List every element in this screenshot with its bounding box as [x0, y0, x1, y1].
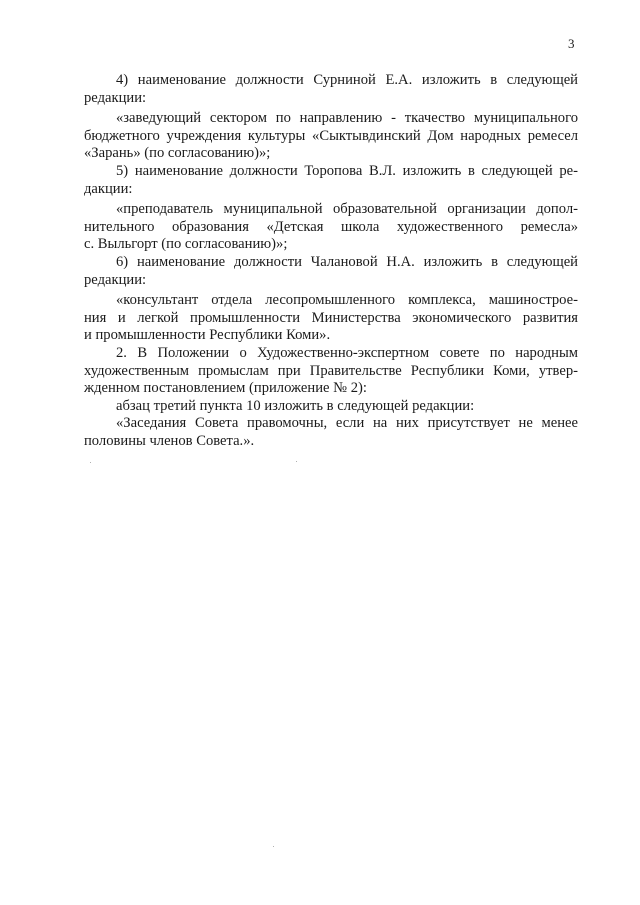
paragraph-new-title-surnina [84, 110, 578, 163]
text-line: ния и легкой промышленности Министерства экономического развития [84, 309, 578, 326]
text-line: половины членов Совета.». [84, 432, 255, 449]
text-line: «заведующий сектором по направлению - ткачество муниципального [116, 110, 578, 127]
scan-speck [296, 461, 297, 462]
text-line: 4) наименование должности Сурниной Е.А. изложить в следующей [116, 72, 578, 88]
text-line: «консультант отдела лесопромышленного комплекса, машинострое- [116, 292, 578, 309]
text-line: с. Выльгорт (по согласованию)»; [84, 236, 288, 253]
document-body [84, 72, 578, 450]
text-line: «Заседания Совета правомочны, если на них присутствует не менее [116, 415, 578, 432]
paragraph-section-2 [84, 345, 578, 398]
text-line: 5) наименование должности Торопова В.Л. изложить в следующей ре- [116, 162, 578, 179]
text-line: жденном постановлением (приложение № 2): [84, 380, 367, 397]
paragraph-item-4 [84, 72, 578, 107]
text-line: дакции: [84, 180, 133, 197]
text-line: 2. В Положении о Художественно-экспертном совете по народным [116, 344, 578, 361]
scan-speck [90, 462, 91, 463]
scan-speck [273, 846, 274, 847]
page-number: 3 [568, 36, 575, 51]
text-line: «Зарань» (по согласованию)»; [84, 145, 271, 162]
text-line: редакции: [84, 271, 147, 288]
text-line: 6) наименование должности Чалановой Н.А. изложить в следующей [116, 253, 578, 270]
paragraph-item-6 [84, 254, 578, 289]
text-line: бюджетного учреждения культуры «Сыктывдинский Дом народных ремесел [84, 127, 578, 144]
text-line: художественным промыслам при Правительстве Республики Коми, утвер- [84, 362, 578, 379]
paragraph-item-5 [84, 163, 578, 198]
text-line: редакции: [84, 89, 147, 106]
text-line: и промышленности Республики Коми». [84, 327, 331, 344]
text-line: «преподаватель муниципальной образовательной организации допол- [116, 201, 578, 218]
paragraph-new-title-toropov [84, 201, 578, 254]
text-line: нительного образования «Детская школа художественного ремесла» [84, 218, 578, 235]
text-line: абзац третий пункта 10 изложить в следующей редакции: [116, 397, 475, 414]
paragraph-new-title-chalanova [84, 292, 578, 345]
paragraph-amendment-text [84, 415, 578, 450]
paragraph-amendment-instruction [84, 398, 578, 416]
